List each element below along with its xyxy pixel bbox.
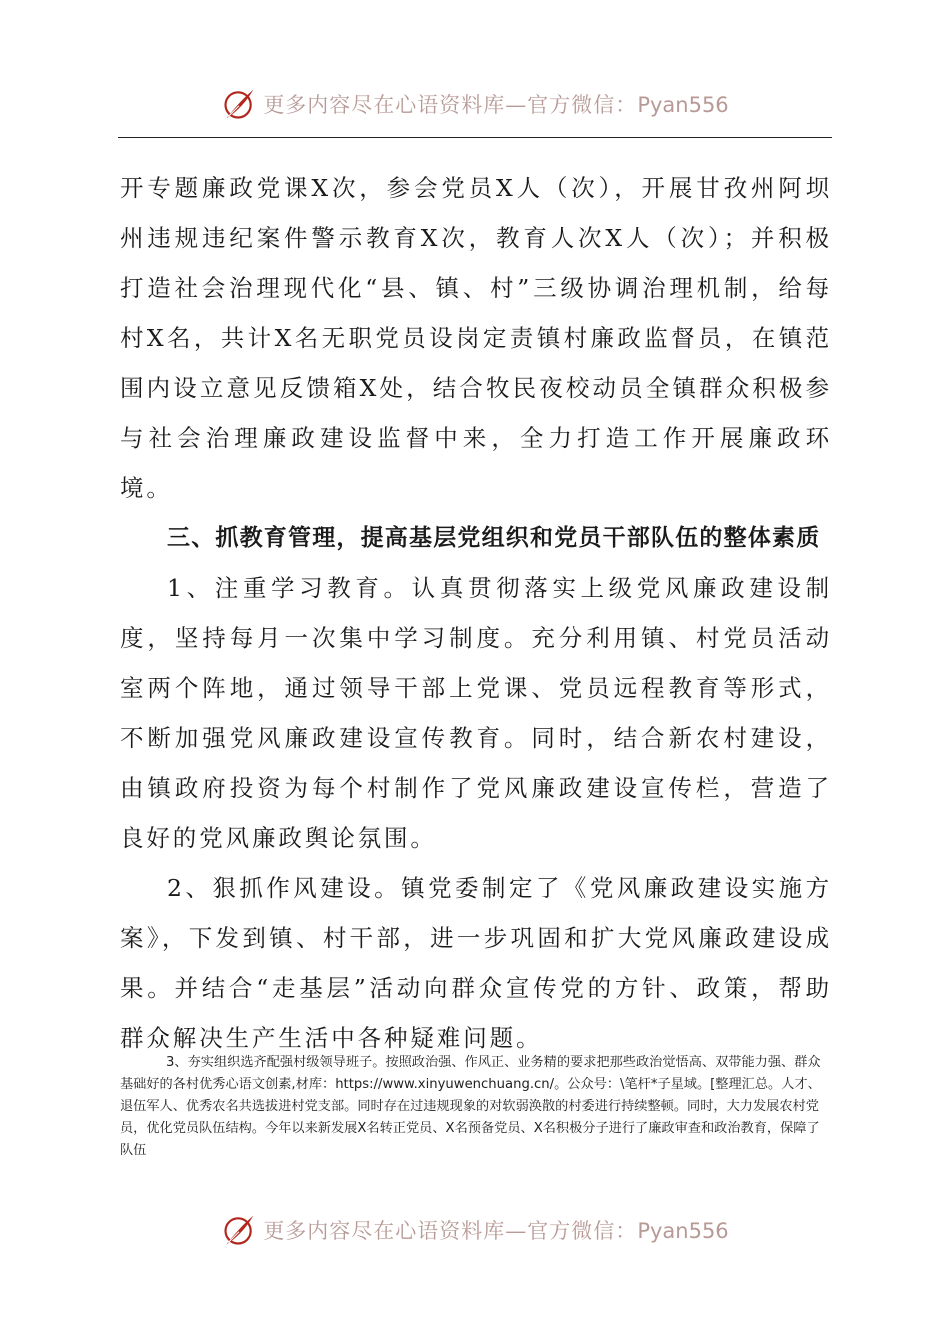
paragraph-1: 开专题廉政党课X次，参会党员X人（次），开展甘孜州阿坝州违规违纪案件警示教育X次，教育人次X人（次）；并积极打造社会治理现代化“县、镇、村”三级协调治理机制，给每村X名，共计X名无职党员设岗定责镇村廉政监督员，在镇范围内设立意见反馈箱X处，结合牧民夜校动员全镇群众积极参与社会治理廉政建设监督中来，全力打造工作开展廉政环境。: [120, 174, 832, 502]
wechat-id: Pyan556: [637, 1219, 729, 1243]
paragraph-4-small: 3、夯实组织选齐配强村级领导班子。按照政治强、作风正、业务精的要求把那些政治觉悟高、双带能力强、群众基础好的各村优秀心语文创素,材库：https://www.xinyuwenchuang.cn/。公众号：\笔杆*子星域。[整理汇总。人才、退伍军人、优秀农名共选拔进村党支部。同时存在过违规现象的对软弱涣散的村委进行持续整顿。同时，大力发展农村党员，优化党员队伍结构。今年以来新发展X名转正党员、X名预备党员、X名积极分子进行了廉政审查和政治教育，保障了队伍: [120, 1055, 821, 1158]
section-heading-3: 三、抓教育管理，提高基层党组织和党员干部队伍的整体素质: [167, 525, 821, 551]
quill-logo-icon: [221, 86, 257, 122]
wechat-id: Pyan556: [637, 93, 729, 117]
banner-text: 更多内容尽在心语资料库—官方微信：Pyan556: [263, 93, 729, 117]
footer-banner: [0, 1210, 950, 1250]
document-body: [120, 163, 832, 1063]
quill-logo-icon: [221, 1212, 257, 1248]
header-banner: [0, 84, 950, 124]
paragraph-3: 2、狠抓作风建设。镇党委制定了《党风廉政建设实施方案》，下发到镇、村干部，进一步巩固和扩大党风廉政建设成果。并结合“走基层”活动向群众宣传党的方针、政策，帮助群众解决生产生活中各种疑难问题。: [120, 874, 832, 1052]
banner-text: 更多内容尽在心语资料库—官方微信：Pyan556: [263, 1219, 729, 1243]
paragraph-2: 1、注重学习教育。认真贯彻落实上级党风廉政建设制度，坚持每月一次集中学习制度。充分利用镇、村党员活动室两个阵地，通过领导干部上党课、党员远程教育等形式，不断加强党风廉政建设宣传教育。同时，结合新农村建设，由镇政府投资为每个村制作了党风廉政建设宣传栏，营造了良好的党风廉政舆论氛围。: [120, 574, 832, 852]
header-divider: [118, 137, 832, 138]
